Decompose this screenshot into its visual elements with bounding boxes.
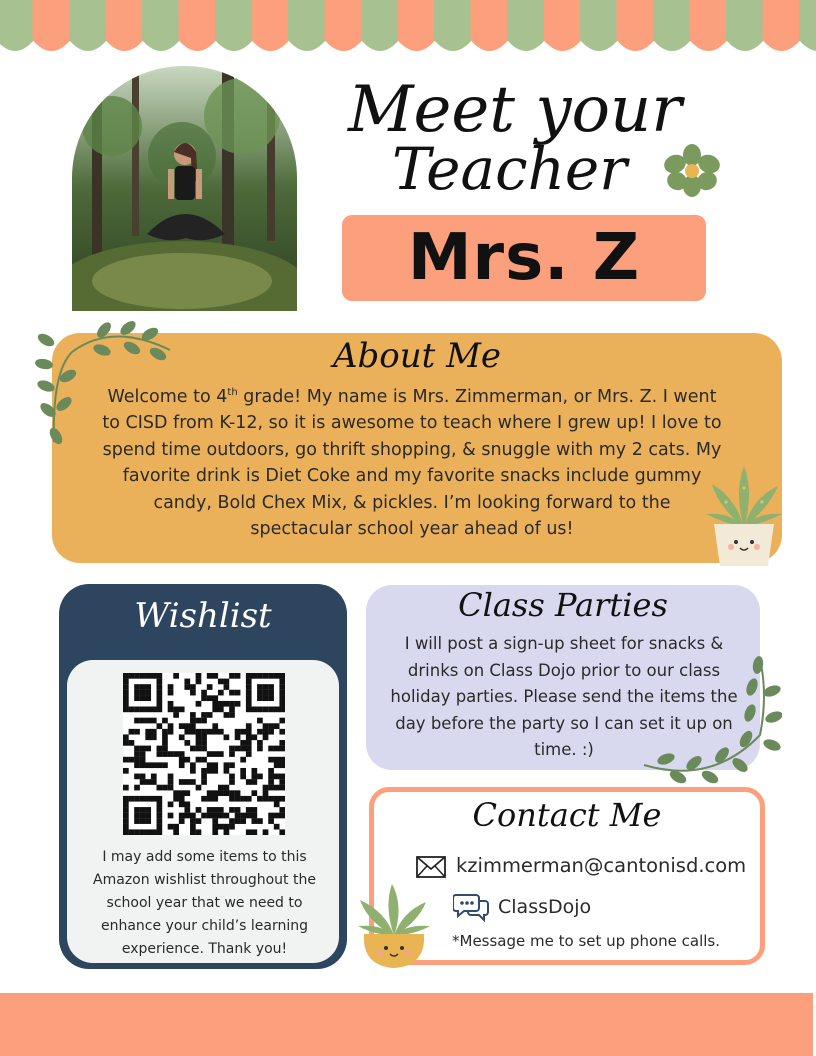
banner-scallop	[617, 0, 655, 51]
banner-scallop	[690, 0, 728, 51]
banner-scallop	[544, 0, 582, 51]
mail-icon	[416, 856, 446, 878]
banner-scallop	[507, 0, 545, 51]
banner-scallop	[361, 0, 399, 51]
banner-scallop	[325, 0, 363, 51]
title-line-2: Teacher	[392, 135, 627, 203]
banner-scallop	[726, 0, 764, 51]
banner-scallop	[434, 0, 472, 51]
banner-scallop	[580, 0, 618, 51]
contact-title: Contact Me	[472, 796, 662, 834]
banner-scallop	[252, 0, 290, 51]
banner-scallop	[179, 0, 217, 51]
banner-scallop	[763, 0, 801, 51]
banner-scallop	[653, 0, 691, 51]
class-parties-text: I will post a sign-up sheet for snacks & drinks on Class Dojo prior to our class holiday parties. Please send the items the day before the party so I can set it up on time. :)	[390, 634, 738, 759]
banner-scallop	[215, 0, 253, 51]
contact-note: *Message me to set up phone calls.	[452, 932, 721, 950]
banner-scallop	[142, 0, 180, 51]
banner-scallop	[33, 0, 71, 51]
qr-code[interactable]	[123, 673, 285, 835]
teacher-name: Mrs. Z	[407, 221, 641, 295]
leaf-vine-icon	[642, 655, 782, 790]
scalloped-banner	[0, 0, 816, 60]
wishlist-text: I may add some items to this Amazon wishlist throughout the school year that we need to enhance your child’s learning experience. Thank you!	[93, 849, 316, 957]
teacher-photo	[72, 66, 297, 311]
chat-bubble-icon	[453, 891, 491, 923]
classdojo-label[interactable]: ClassDojo	[498, 896, 592, 918]
email-link[interactable]: kzimmerman@cantonisd.com	[456, 854, 747, 877]
succulent-pot-icon	[356, 882, 432, 970]
succulent-pot-icon	[704, 462, 784, 570]
banner-scallop	[69, 0, 107, 51]
banner-scallop	[0, 0, 34, 51]
about-me-title: About Me	[332, 336, 502, 376]
banner-scallop	[398, 0, 436, 51]
flower-icon	[662, 143, 722, 198]
banner-scallop	[471, 0, 509, 51]
wishlist-title: Wishlist	[134, 596, 272, 636]
banner-scallop	[799, 0, 816, 51]
about-me-text: Welcome to 4th grade! My name is Mrs. Zimmerman, or Mrs. Z. I went to CISD from K-12, so it is awesome to teach where I grew up! I love to spend time outdoors, go thrift shopping, & snuggle with my 2 cats. My favorite drink is Diet Coke and my favorite snacks include gummy candy, Bold Chex Mix, & pickles. I’m looking forward to the spectacular school year ahead of us!	[102, 386, 722, 540]
banner-scallop	[106, 0, 144, 51]
footer-band	[0, 993, 813, 1056]
banner-scallop	[288, 0, 326, 51]
title-line-1: Meet your	[348, 73, 682, 147]
class-parties-title: Class Parties	[458, 586, 668, 624]
